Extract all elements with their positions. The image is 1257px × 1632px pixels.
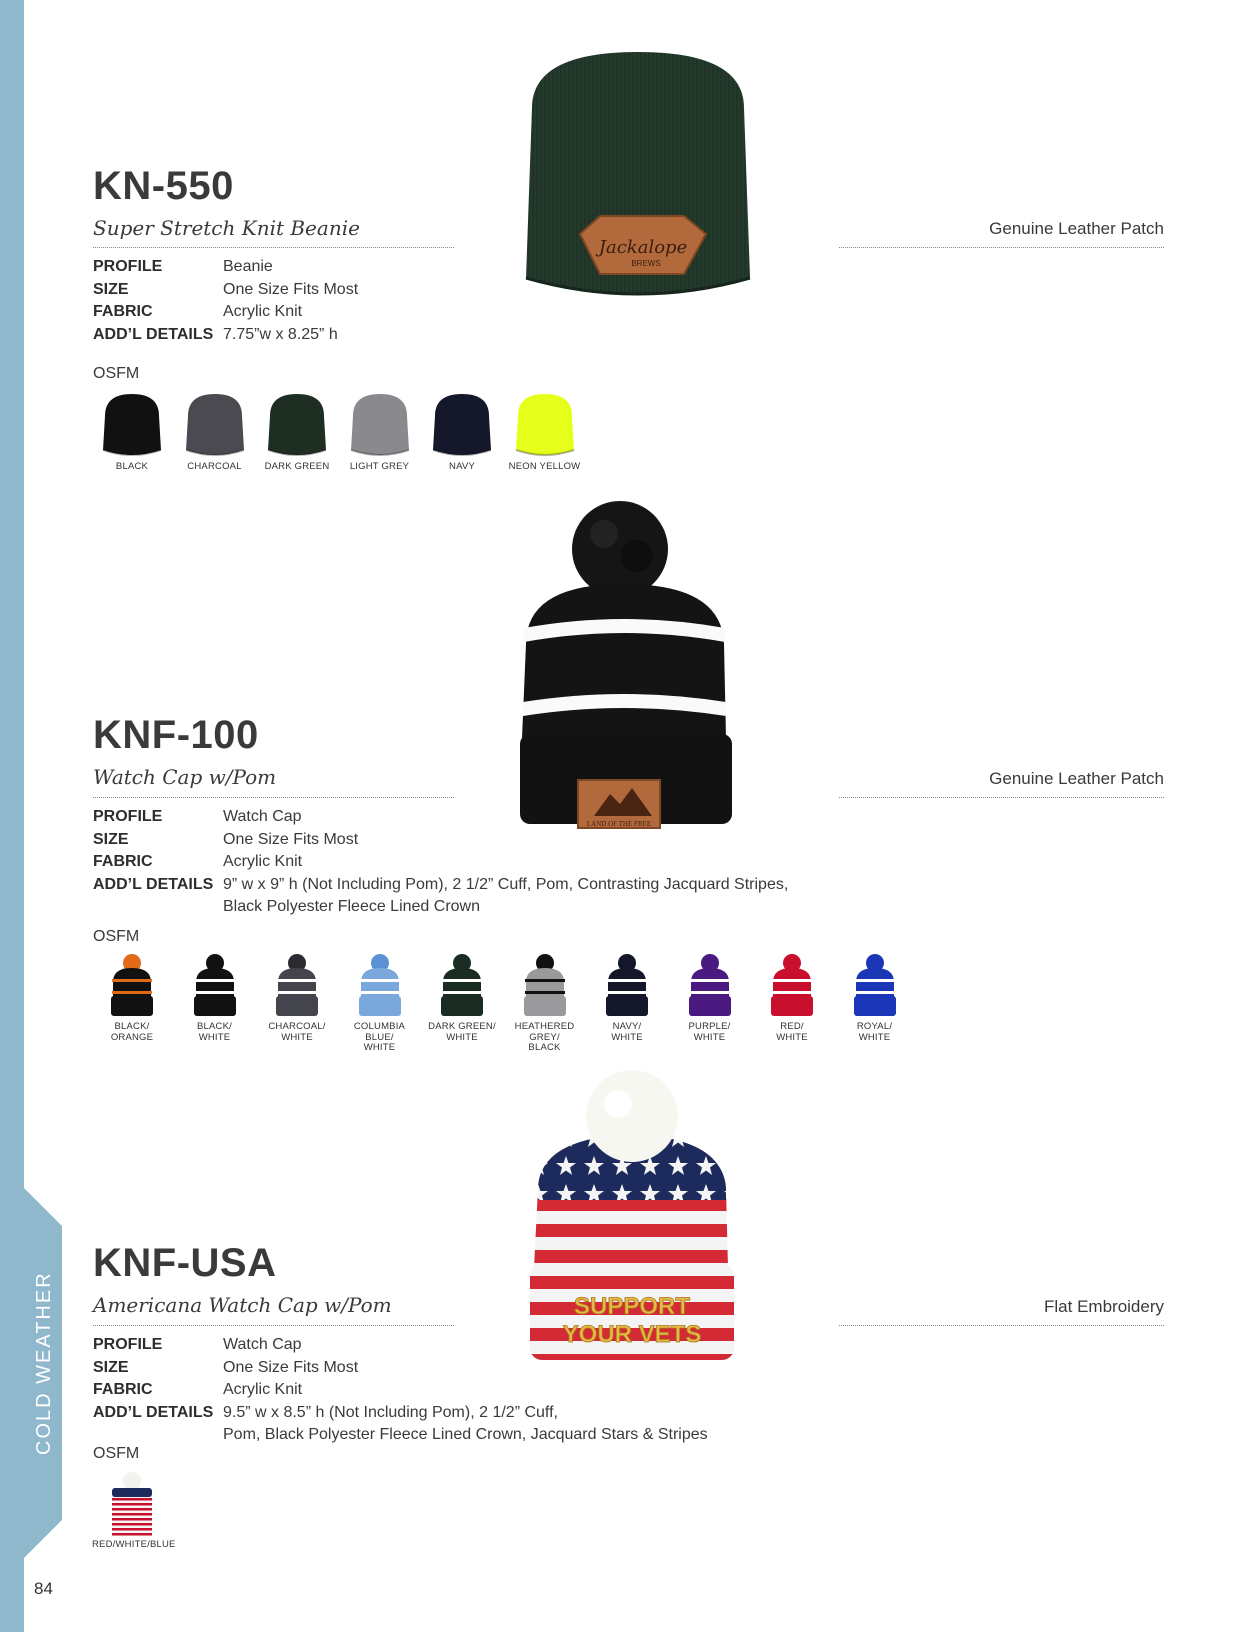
swatch-label: NEON YELLOW [508,461,581,472]
spec-row-fabric [93,301,358,324]
size-label: OSFM [93,1445,140,1462]
swatch-label: DARK GREEN/ WHITE [428,1021,496,1043]
spec-value: Beanie [223,258,273,275]
decoration-label: Genuine Leather Patch [989,219,1164,238]
swatch-hat-image [853,952,897,1018]
color-swatch [92,392,172,473]
product-name: Americana Watch Cap w/Pom [93,1293,392,1317]
swatch-hat-image [110,1470,154,1536]
spec-key: SIZE [93,830,129,848]
swatch-label: BLACK [115,461,149,472]
spec-value: One Size Fits Most [223,1358,359,1376]
color-swatch [175,952,255,1043]
spec-row-details-cont [93,896,788,919]
swatch-hat-image [440,952,484,1018]
swatch-label: CHARCOAL [187,461,242,472]
swatch-hat-image [266,392,328,458]
product-name: Super Stretch Knit Beanie [93,216,360,240]
swatch-hat-image [101,392,163,458]
color-swatch [835,952,915,1043]
spec-row-size [93,279,358,302]
color-swatch [175,392,255,473]
color-swatch [422,392,502,473]
swatch-hat-image [514,392,576,458]
color-swatch [752,952,832,1043]
swatch-hat-image [431,392,493,458]
spec-row-details [93,1402,708,1425]
section-label: COLD WEATHER [33,1271,55,1455]
spec-value: One Size Fits Most [223,280,359,298]
color-swatch [422,952,502,1043]
swatch-label: PURPLE/ WHITE [688,1021,731,1043]
spec-value: Acrylic Knit [223,1381,303,1398]
spec-value: 7.75”w x 8.25” h [223,325,338,343]
spec-key: PROFILE [93,258,163,275]
color-swatch [92,1470,176,1551]
size-label: OSFM [93,928,140,945]
swatch-hat-image [605,952,649,1018]
color-swatch [505,952,585,1054]
swatch-label: NAVY [449,461,475,472]
color-swatch [257,952,337,1043]
spec-row-details [93,324,358,347]
divider [93,797,454,798]
embroidery-text-line1: SUPPORT [573,1293,691,1320]
spec-key: PROFILE [93,1336,163,1353]
color-swatch [92,952,172,1043]
spec-row-details [93,874,788,897]
swatch-hat-image [770,952,814,1018]
embroidery-text-line2: YOUR VETS [562,1321,702,1348]
spec-key: SIZE [93,1358,129,1376]
product-code: KNF-USA [93,1241,277,1285]
swatch-label: BLACK/ WHITE [197,1021,232,1043]
color-swatch [587,952,667,1043]
spec-row-profile [93,256,358,279]
spec-value: Watch Cap [223,1336,302,1353]
patch-text: Jackalope [598,237,688,258]
swatch-label: DARK GREEN [264,461,330,472]
spec-key-empty [93,896,223,919]
color-swatch [340,392,420,473]
patch-subtext: BREWS [631,259,661,268]
size-label: OSFM [93,365,140,382]
spec-value: 9” w x 9” h (Not Including Pom), 2 1/2” Cuff, Pom, Contrasting Jacquard Stripes, [223,875,789,893]
spec-key: FABRIC [93,1381,153,1398]
spec-key: FABRIC [93,303,153,320]
spec-value: Acrylic Knit [223,303,303,320]
swatch-label: RED/WHITE/BLUE [92,1539,176,1550]
swatch-label: BLACK/ ORANGE [110,1021,154,1043]
page-number: 84 [34,1579,53,1598]
spec-row-fabric [93,851,788,874]
swatch-label: NAVY/ WHITE [611,1021,643,1043]
swatch-label: HEATHERED GREY/ BLACK [514,1021,575,1053]
spec-table [93,256,358,346]
swatch-hat-image [688,952,732,1018]
swatch-label: ROYAL/ WHITE [856,1021,893,1043]
spec-value: One Size Fits Most [223,830,359,848]
product-name: Watch Cap w/Pom [93,765,277,789]
swatch-hat-image [184,392,246,458]
spec-key: FABRIC [93,853,153,870]
decoration-label: Flat Embroidery [1044,1297,1164,1316]
spec-value: 9.5” w x 8.5” h (Not Including Pom), 2 1/2” Cuff, [223,1403,558,1421]
spec-key: ADD’L DETAILS [93,875,214,893]
swatch-label: RED/ WHITE [776,1021,808,1043]
spec-value: Pom, Black Polyester Fleece Lined Crown, Jacquard Stars & Stripes [223,1426,708,1443]
divider [839,797,1164,798]
spec-value: Black Polyester Fleece Lined Crown [223,898,481,915]
product-code: KNF-100 [93,713,259,757]
swatch-hat-image [275,952,319,1018]
spec-row-fabric [93,1379,708,1402]
pom-watch-cap-product-image [512,494,742,846]
beanie-product-image [518,48,758,308]
swatch-label: CHARCOAL/ WHITE [268,1021,326,1043]
spec-value: Watch Cap [223,808,302,825]
americana-watch-cap-product-image [524,1068,740,1368]
color-swatch [340,952,420,1054]
divider [839,1325,1164,1326]
spec-key: SIZE [93,280,129,298]
swatch-hat-image [358,952,402,1018]
swatch-hat-image [193,952,237,1018]
spec-key-empty [93,1424,223,1447]
swatch-label: COLUMBIA BLUE/ WHITE [353,1021,406,1053]
spec-key: ADD’L DETAILS [93,325,214,343]
decoration-label: Genuine Leather Patch [989,769,1164,788]
swatch-label: LIGHT GREY [349,461,410,472]
divider [839,247,1164,248]
color-swatch [670,952,750,1043]
divider [93,1325,454,1326]
color-swatch [505,392,585,473]
spec-key: ADD’L DETAILS [93,1403,214,1421]
spec-row-details-cont [93,1424,708,1447]
divider [93,247,454,248]
patch-text: LAND OF THE FREE [586,820,652,828]
swatch-hat-image [110,952,154,1018]
swatch-hat-image [349,392,411,458]
product-code: KN-550 [93,164,234,208]
spec-key: PROFILE [93,808,163,825]
swatch-hat-image [523,952,567,1018]
color-swatch [257,392,337,473]
spec-value: Acrylic Knit [223,853,303,870]
